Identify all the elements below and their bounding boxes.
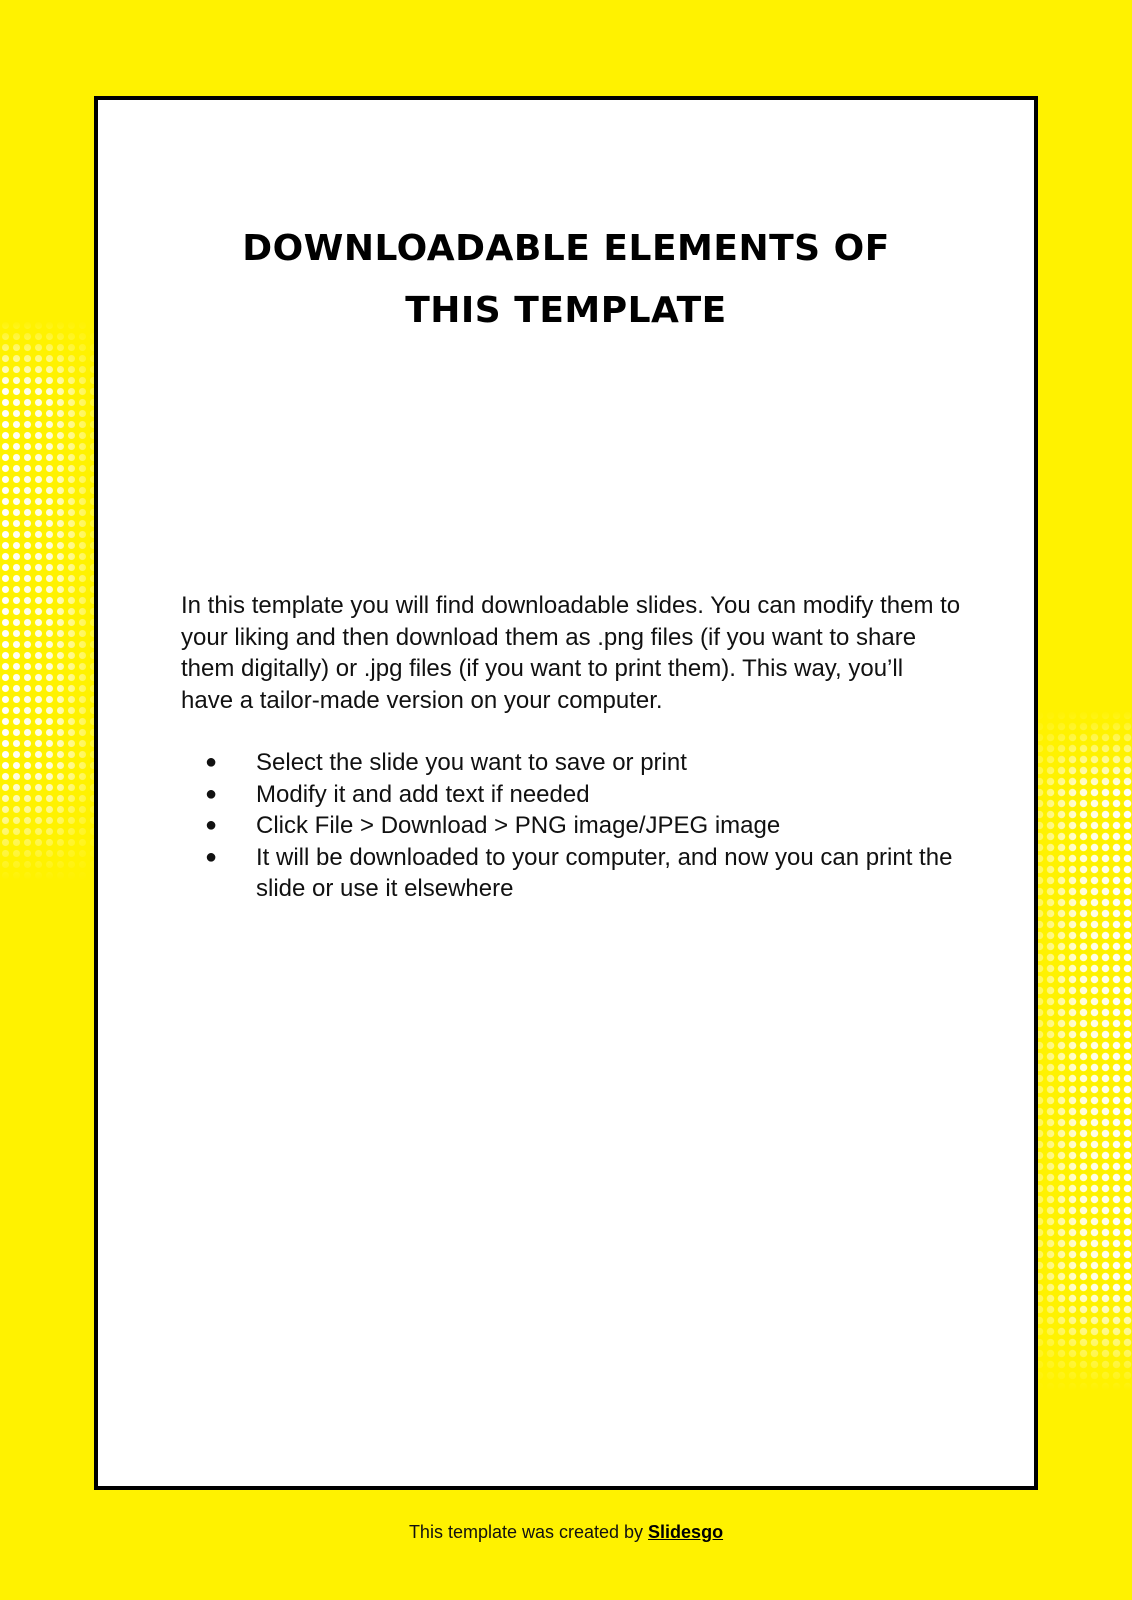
footer-credit-text: This template was created by — [408, 1522, 649, 1542]
list-item — [181, 842, 961, 905]
bullet-icon: ● — [205, 751, 218, 773]
content-card — [94, 96, 1038, 1490]
list-item — [181, 810, 961, 842]
bullet-icon: ● — [205, 782, 218, 805]
bullet-icon: ● — [205, 845, 218, 868]
instruction-list — [181, 747, 961, 905]
list-item-text: Select the slide you want to save or print — [256, 749, 687, 776]
list-item-text: It will be downloaded to your computer, and now you can print the slide or use it elsewhere — [256, 843, 953, 902]
title-line-1: DOWNLOADABLE ELEMENTS OF — [242, 228, 890, 269]
page-title — [98, 218, 1034, 342]
list-item-text: Click File > Download > PNG image/JPEG image — [256, 812, 781, 839]
slidesgo-link[interactable]: Slidesgo — [648, 1522, 724, 1542]
list-item — [181, 779, 961, 811]
bullet-icon: ● — [205, 814, 218, 836]
title-line-2: THIS TEMPLATE — [405, 290, 727, 331]
footer-credit — [0, 1522, 1132, 1543]
intro-paragraph: In this template you will find downloadable slides. You can modify them to your liking and then download them as .png files (if you want to share them digitally) or .jpg files (if you want to print them). This way, you’ll have a tailor-made version on your computer. — [181, 592, 961, 714]
list-item-text: Modify it and add text if needed — [256, 780, 590, 808]
list-item — [181, 747, 961, 779]
